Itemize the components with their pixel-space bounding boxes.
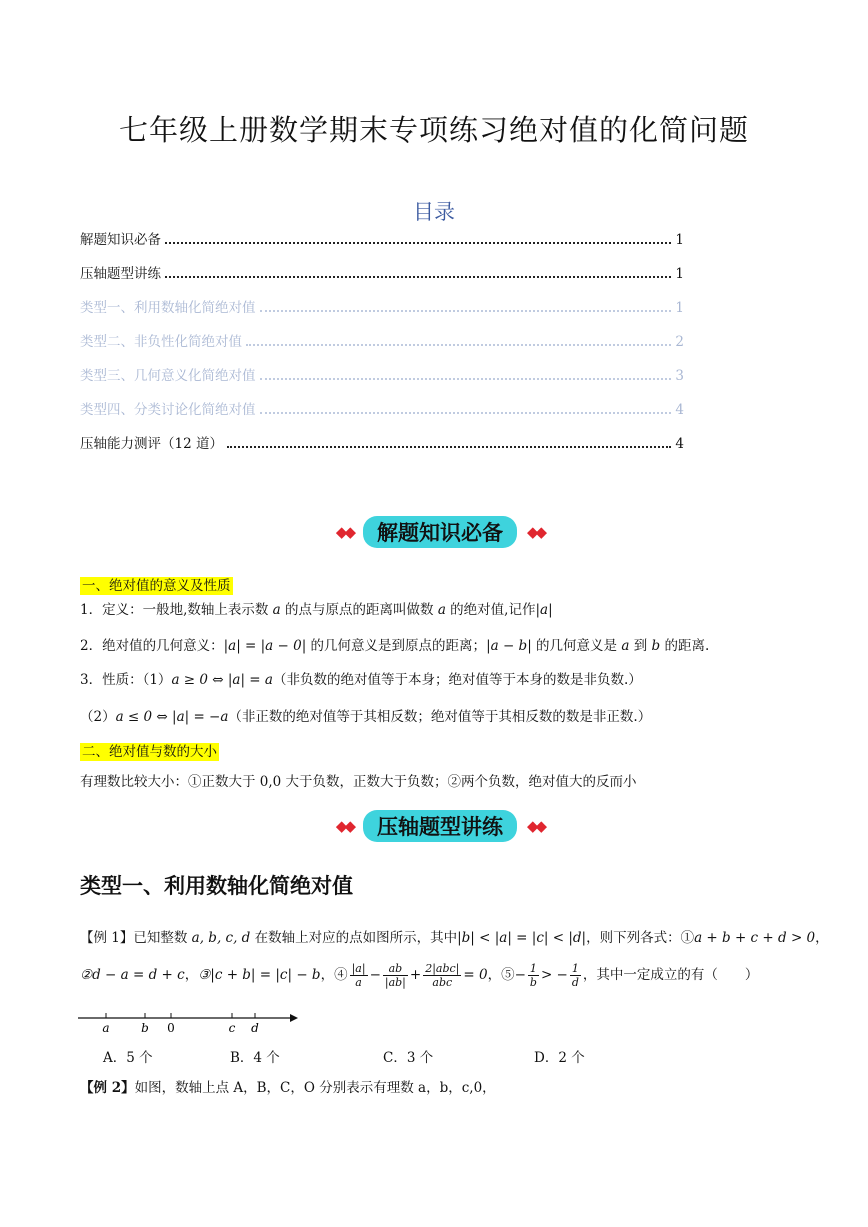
fraction [570, 962, 581, 989]
diamond-icon: ◆◆ [335, 523, 353, 541]
denominator: a [355, 976, 362, 989]
math-var: b [651, 638, 661, 654]
math-expr: |a| [535, 602, 553, 618]
denominator: |ab| [384, 976, 406, 989]
section-banner-knowledge [310, 512, 570, 552]
math-expr: a, b, c, d [191, 930, 251, 946]
toc-item-page: 2 [675, 334, 684, 350]
text: （非正数的绝对值等于其相反数；绝对值等于其相反数的数是非正数.） [228, 709, 652, 725]
diamond-icon: ◆◆ [527, 523, 545, 541]
text: ， [487, 967, 502, 983]
option-b[interactable]: B．4 个 [230, 1050, 280, 1066]
option-c[interactable]: C．3 个 [383, 1050, 434, 1066]
toc-item-label: 类型三、几何意义化简绝对值 [80, 368, 256, 384]
toc-item-page: 4 [675, 436, 684, 452]
toc-item[interactable] [80, 260, 684, 282]
compare-line: 有理数比较大小：①正数大于 0,0 大于负数，正数大于负数；②两个负数，绝对值大的反而小 [80, 774, 637, 790]
number-line-figure [78, 1012, 302, 1036]
text: 2．绝对值的几何意义： [80, 638, 224, 654]
toc-item-label: 压轴题型讲练 [80, 266, 161, 282]
toc-item[interactable] [80, 328, 684, 350]
toc-leader [260, 412, 672, 414]
toc-item-page: 1 [675, 300, 684, 316]
banner-label: 压轴题型讲练 [363, 810, 517, 842]
denominator: b [529, 976, 537, 989]
text: 的点与原点的距离叫做数 [280, 602, 438, 618]
toc-leader [227, 446, 671, 448]
text: （2） [80, 709, 116, 725]
math-var: a [437, 602, 446, 618]
toc-item-label: 类型一、利用数轴化简绝对值 [80, 300, 256, 316]
math-expr: |b| < |a| = |c| < |d| [457, 930, 587, 946]
banner-label: 解题知识必备 [363, 516, 517, 548]
diamond-icon: ◆◆ [527, 817, 545, 835]
property-line-1 [80, 668, 642, 688]
example-label: 【例 2】 [80, 1080, 135, 1096]
numerator: |a| [351, 962, 366, 975]
text: ，则下列各式：① [586, 930, 695, 946]
toc-leader [165, 242, 671, 244]
numerator: ab [383, 962, 408, 976]
axis-label: 0 [167, 1021, 175, 1035]
text: ④ [334, 967, 348, 983]
math-var: a [621, 638, 630, 654]
math-expr: = 0 [463, 967, 488, 983]
text: 的几何意义是到原点的距离； [306, 638, 487, 654]
geometry-meaning-line [80, 634, 709, 654]
option-d[interactable]: D．2 个 [534, 1050, 585, 1066]
example-2-line [80, 1076, 496, 1096]
section-heading-highlight: 二、绝对值与数的大小 [82, 744, 217, 760]
axis-label: d [251, 1021, 259, 1035]
math-expr: a ≥ 0 ⇔ |a| = a [171, 672, 273, 688]
toc-leader [246, 344, 671, 346]
toc-item[interactable] [80, 294, 684, 316]
text: 到 [629, 638, 652, 654]
text: 1．定义：一般地,数轴上表示数 [80, 602, 273, 618]
text: ， [184, 967, 199, 983]
text: ，其中一定成立的有（ ） [582, 967, 759, 983]
axis-arrow-icon [290, 1014, 298, 1022]
toc-item-page: 3 [675, 368, 684, 384]
toc-item-page: 1 [675, 232, 684, 248]
denominator: abc [432, 976, 453, 989]
math-expr: |a| = |a − 0| [223, 638, 307, 654]
text: ， [815, 930, 829, 946]
toc-item-label: 类型四、分类讨论化简绝对值 [80, 402, 256, 418]
text: 的几何意义是 [531, 638, 622, 654]
type-heading: 类型一、利用数轴化简绝对值 [80, 874, 353, 898]
example-1-line-1 [80, 926, 829, 946]
toc-item-label: 类型二、非负性化简绝对值 [80, 334, 242, 350]
text: ， [320, 967, 335, 983]
toc-item-label: 解题知识必备 [80, 232, 161, 248]
section-heading-highlight: 一、绝对值的意义及性质 [82, 578, 231, 594]
denominator: d [571, 976, 579, 989]
numerator: 2|abc| [425, 962, 460, 975]
math-expr: a ≤ 0 ⇔ |a| = −a [115, 709, 229, 725]
fraction [383, 962, 408, 989]
math-expr: |a − b| [486, 638, 532, 654]
text: ⑤− [501, 967, 526, 983]
text: 在数轴上对应的点如图所示，其中 [250, 930, 458, 946]
toc-item[interactable] [80, 430, 684, 452]
toc-leader [165, 276, 671, 278]
fraction [350, 962, 368, 989]
text: 【例 1】已知整数 [80, 930, 192, 946]
toc-item[interactable] [80, 226, 684, 248]
text: 如图，数轴上点 A，B，C，O 分别表示有理数 a，b，c,0， [134, 1080, 496, 1096]
toc-heading: 目录 [413, 200, 455, 224]
section-banner-practice [310, 806, 570, 846]
text: 3．性质：（1） [80, 672, 172, 688]
toc-item[interactable] [80, 362, 684, 384]
axis-label: c [228, 1021, 236, 1035]
toc-item-page: 4 [675, 402, 684, 418]
math-expr: ③|c + b| = |c| − b [198, 967, 321, 983]
toc-item-page: 1 [675, 266, 684, 282]
fraction [423, 962, 461, 989]
math-expr: a + b + c + d > 0 [694, 930, 816, 946]
text: 的绝对值,记作 [445, 602, 536, 618]
toc-leader [260, 310, 672, 312]
definition-line [80, 598, 553, 618]
toc-item-label: 压轴能力测评（12 道） [80, 436, 223, 452]
toc-leader [260, 378, 672, 380]
document-title: 七年级上册数学期末专项练习绝对值的化简问题 [118, 113, 749, 147]
diamond-icon: ◆◆ [335, 817, 353, 835]
text: 的距离. [660, 638, 710, 654]
math-expr: ②d − a = d + c [80, 967, 185, 983]
axis-label: a [102, 1021, 110, 1035]
numerator: 1 [528, 962, 539, 976]
math-var: a [272, 602, 281, 618]
example-1-line-2: ②d − a = d + c，③|c + b| = |c| − b，④ $\frac{|a|}{a}$ − $\frac{ab}{|ab|}$ + $\frac{\text{2|abc|}}{\text{abc}}$ = 0，⑤− $\frac{1}{b}$ > − $\frac{1}{d}$ ，其中一定成立的有（ ） [80, 962, 759, 989]
toc-item[interactable] [80, 396, 684, 418]
option-a[interactable]: A．5 个 [103, 1050, 153, 1066]
numerator: 1 [570, 962, 581, 976]
text: （非负数的绝对值等于本身；绝对值等于本身的数是非负数.） [272, 672, 642, 688]
axis-label: b [141, 1021, 149, 1035]
property-line-2 [80, 705, 651, 725]
fraction [528, 962, 539, 989]
